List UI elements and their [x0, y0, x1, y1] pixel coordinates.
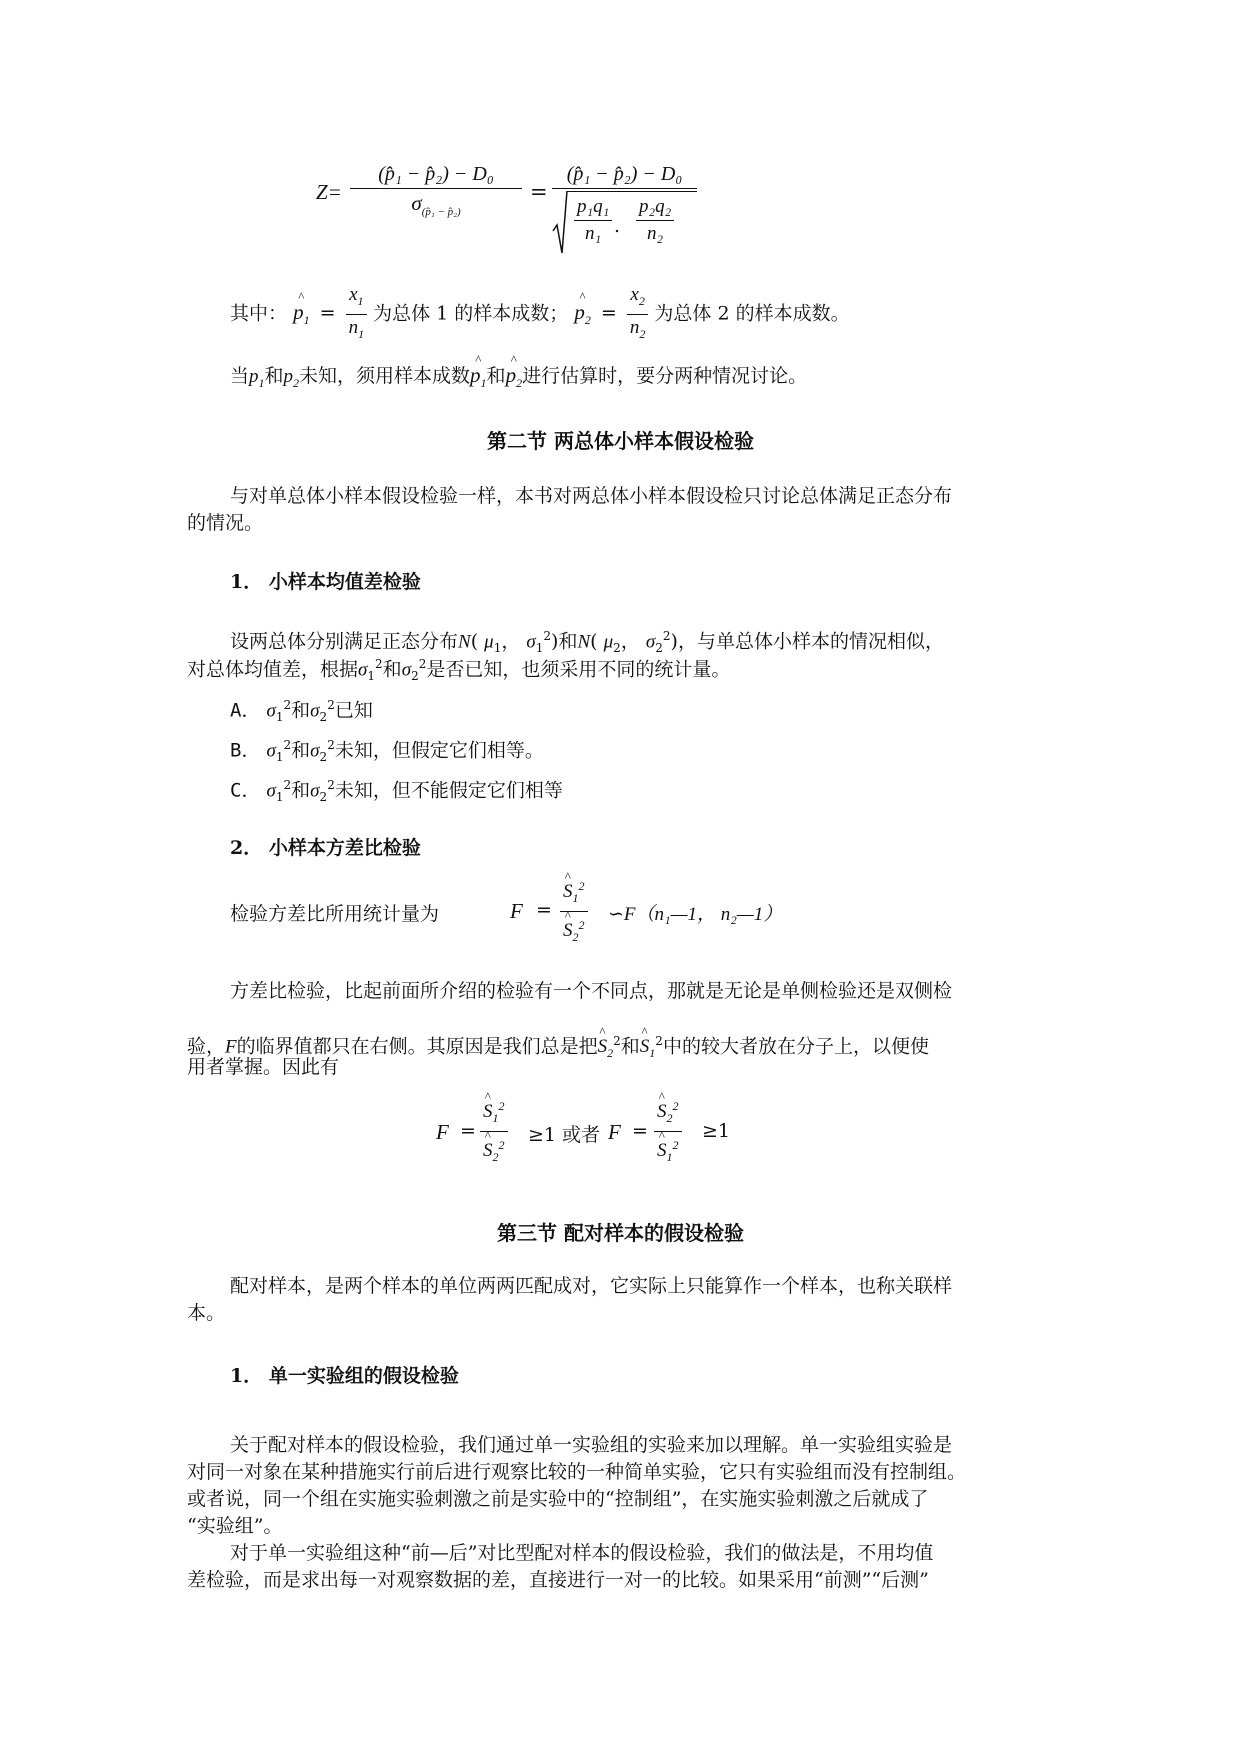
- case-a: A． $\sigma_1^2$和$\sigma_2^2$已知: [230, 698, 373, 725]
- f-distribution: ∽F（n₁—1， n₂—1）: [608, 904, 783, 925]
- inequality-middle: ≥1 或者: [528, 1124, 601, 1146]
- p1-definition: 为总体 1 的样本成数；: [373, 302, 569, 325]
- f-statistic-text: 检验方差比所用统计量为: [230, 903, 440, 925]
- section-3-title: 第三节 配对样本的假设检验: [497, 1221, 744, 1245]
- section-2-sub-2-title: 2． 小样本方差比检验: [230, 837, 421, 859]
- sigma-symbol: σ: [411, 191, 422, 215]
- section-3-p2-line-2: 差检验，而是求出每一对观察数据的差，直接进行一对一的比较。如果采用“前测”“后测”: [187, 1569, 929, 1591]
- section-3-sub-1-title: 1． 单一实验组的假设检验: [230, 1365, 459, 1387]
- where-line: 其中： ^ $p_1$ = $\frac{x_1}{n_1}$ 为总体 1 的样本成数； ^ $p_2$ = $\frac{x_2}{n_2}$ 为总体 2 的样本成数。: [230, 282, 850, 342]
- variance-para-line-2: 验，F的临界值都只在右侧。其原因是我们总是把^ $S_2^2$和^ $S_1^2$中的较大者放在分子上，以便使: [187, 1028, 929, 1067]
- z-formula: [316, 160, 696, 270]
- section-2-sub-1-line-1: 设两总体分别满足正态分布N( $\mu_1$， $\sigma_1^2$)和N( $\mu_2$， $\sigma_2^2$)，与单总体小样本的情况相似，: [230, 629, 944, 656]
- sqrt-term-2: [636, 194, 674, 247]
- section-3-p1-line-2: 对同一对象在某种措施实行前后进行观察比较的一种简单实验，它只有实验组而没有控制组。: [187, 1461, 967, 1483]
- sqrt-block: [552, 189, 697, 253]
- where-prefix: 其中：: [230, 302, 288, 325]
- f-inequality: F = ^ $S_1^2$ ^ $S_2^2$ ≥1 或者 F = ^ $S_2^2$ ^ $S_1^2$ ≥1: [436, 1083, 836, 1183]
- sqrt-term-1: [574, 194, 612, 247]
- z-frac1-numerator: (p̂₁ − p̂₂) − D₀: [378, 163, 494, 185]
- section-2-title: 第二节 两总体小样本假设检验: [487, 429, 754, 453]
- sigma-subscript: (p̂₁ − p̂₂): [421, 205, 461, 218]
- sqrt-term-1-den: n₁: [585, 223, 602, 244]
- f-fraction: ^ $S_1^2$ ^ $S_2^2$: [560, 873, 588, 950]
- variance-para-line-3: 用者掌握。因此有: [187, 1056, 340, 1078]
- z-lhs: Z=: [316, 180, 342, 204]
- section-3-p1-line-4: “实验组”。: [187, 1515, 283, 1537]
- sqrt-dot: .: [614, 215, 621, 237]
- section-2-sub-1-title: 1． 小样本均值差检验: [230, 571, 421, 593]
- section-2-sub-1-line-2: 对总体均值差，根据$\sigma_1^2$和$\sigma_2^2$是否已知，也须采用不同的统计量。: [187, 657, 731, 684]
- section-2-intro-line-1: 与对单总体小样本假设检验一样，本书对两总体小样本假设检只讨论总体满足正态分布: [230, 485, 953, 507]
- p1-hat: ^ $p_1$: [293, 282, 310, 350]
- sqrt-term-2-den: n₂: [647, 223, 664, 244]
- variance-para-line-1: 方差比检验，比起前面所介绍的检验有一个不同点，那就是无论是单侧检验还是双侧检: [230, 980, 953, 1002]
- z-frac1-denominator: [350, 189, 522, 226]
- z-fraction-1: [350, 160, 522, 226]
- inequality-end: ≥1: [702, 1120, 731, 1142]
- section-3-p1-line-3: 或者说，同一个组在实施实验刺激之前是实验中的“控制组”，在实施实验刺激之后就成了: [187, 1488, 929, 1510]
- case-c: C． $\sigma_1^2$和$\sigma_2^2$未知，但不能假定它们相等: [230, 778, 563, 805]
- z-frac2-numerator: (p̂₁ − p̂₂) − D₀: [566, 163, 683, 185]
- document-page: Z= (p̂₁ − p̂₂) − D₀ $\sigma_{(p̂_1 - p̂_2)}$ = (p̂₁ − p̂₂) − D₀ $\frac{\text{p₁q₁}}{\text{n₁}}$ . $\frac{\text{p₂q₂}}{\text{n₂}}$ 其中： ^ $p_1$ = $\frac{x_1}{n_1}$ 为总体 1 的样本成数； ^ $p_2$ = $\frac{x_2}{n_2}$ 为总体 2 的样本成数。 当$p_1$和$p_2$未知，须用样本成数^ $p_1$和^ $p_2$进行估算时，要分两种情况讨论。 第二节 两总体小样本假设检验 与对单总体小样本假设检验一样，本书对两总体小样本假设检只讨论总体满足正态分布 的情况。 1． 小样本均值差检验 设两总体分别满足正态分布N( $\mu_1$， $\sigma_1^2$)和N( $\mu_2$， $\sigma_2^2$)，与单总体小样本的情况相似， 对总体均值差，根据$\sigma_1^2$和$\sigma_2^2$是否已知，也须采用不同的统计量。 A． $\sigma_1^2$和$\sigma_2^2$已知 B． $\sigma_1^2$和$\sigma_2^2$未知，但假定它们相等。 C． $\sigma_1^2$和$\sigma_2^2$未知，但不能假定它们相等 2． 小样本方差比检验 检验方差比所用统计量为 F = ^ $S_1^2$ ^ $S_2^2$ ∽F（n₁—1， n₂—1） 方差比检验，比起前面所介绍的检验有一个不同点，那就是无论是单侧检验还是双侧检 验，F的临界值都只在右侧。其原因是我们总是把^ $S_2^2$和^ $S_1^2$中的较大者放在分子上，以便使 用者掌握。因此有 F = ^ $S_1^2$ ^ $S_2^2$ ≥1 或者 F = ^ $S_2^2$ ^ $S_1^2$ ≥1 第三节 配对样本的假设检验 配对样本，是两个样本的单位两两匹配成对，它实际上只能算作一个样本，也称关联样 本。 1． 单一实验组的假设检验 关于配对样本的假设检验，我们通过单一实验组的实验来加以理解。单一实验组实验是 对同一对象在某种措施实行前后进行观察比较的一种简单实验，它只有实验组而没有控制组。 或者说，同一个组在实施实验刺激之前是实验中的“控制组”，在实施实验刺激之后就成了 “实验组”。 对于单一实验组这种“前—后”对比型配对样本的假设检验，我们的做法是，不用均值 差检验，而是求出每一对观察数据的差，直接进行一对一的比较。如果采用“前测”“后测”: [0, 0, 1241, 1754]
- section-3-p1-line-1: 关于配对样本的假设检验，我们通过单一实验组的实验来加以理解。单一实验组实验是: [230, 1434, 953, 1456]
- section-3-p2-line-1: 对于单一实验组这种“前—后”对比型配对样本的假设检验，我们的做法是，不用均值: [230, 1542, 934, 1564]
- x1-over-n1: $\frac{x_1}{n_1}$: [346, 282, 368, 347]
- z-fraction-2: [552, 160, 697, 253]
- sqrt-term-1-num: p₁q₁: [574, 194, 612, 221]
- section-3-intro-line-1: 配对样本，是两个样本的单位两两匹配成对，它实际上只能算作一个样本，也称关联样: [230, 1275, 953, 1297]
- sqrt-sign: [552, 189, 568, 255]
- case-b: B． $\sigma_1^2$和$\sigma_2^2$未知，但假定它们相等。: [230, 738, 544, 765]
- section-3-intro-line-2: 本。: [187, 1302, 226, 1324]
- section-2-intro-line-2: 的情况。: [187, 512, 264, 534]
- x2-over-n2: $\frac{x_2}{n_2}$: [627, 282, 649, 347]
- p2-hat: ^ $p_2$: [574, 282, 591, 350]
- unknown-line: 当$p_1$和$p_2$未知，须用样本成数^ $p_1$和^ $p_2$进行估算时，要分两种情况讨论。: [230, 360, 807, 398]
- sqrt-term-2-num: p₂q₂: [636, 194, 674, 221]
- z-equals: =: [530, 180, 548, 204]
- p2-definition: 为总体 2 的样本成数。: [654, 302, 850, 325]
